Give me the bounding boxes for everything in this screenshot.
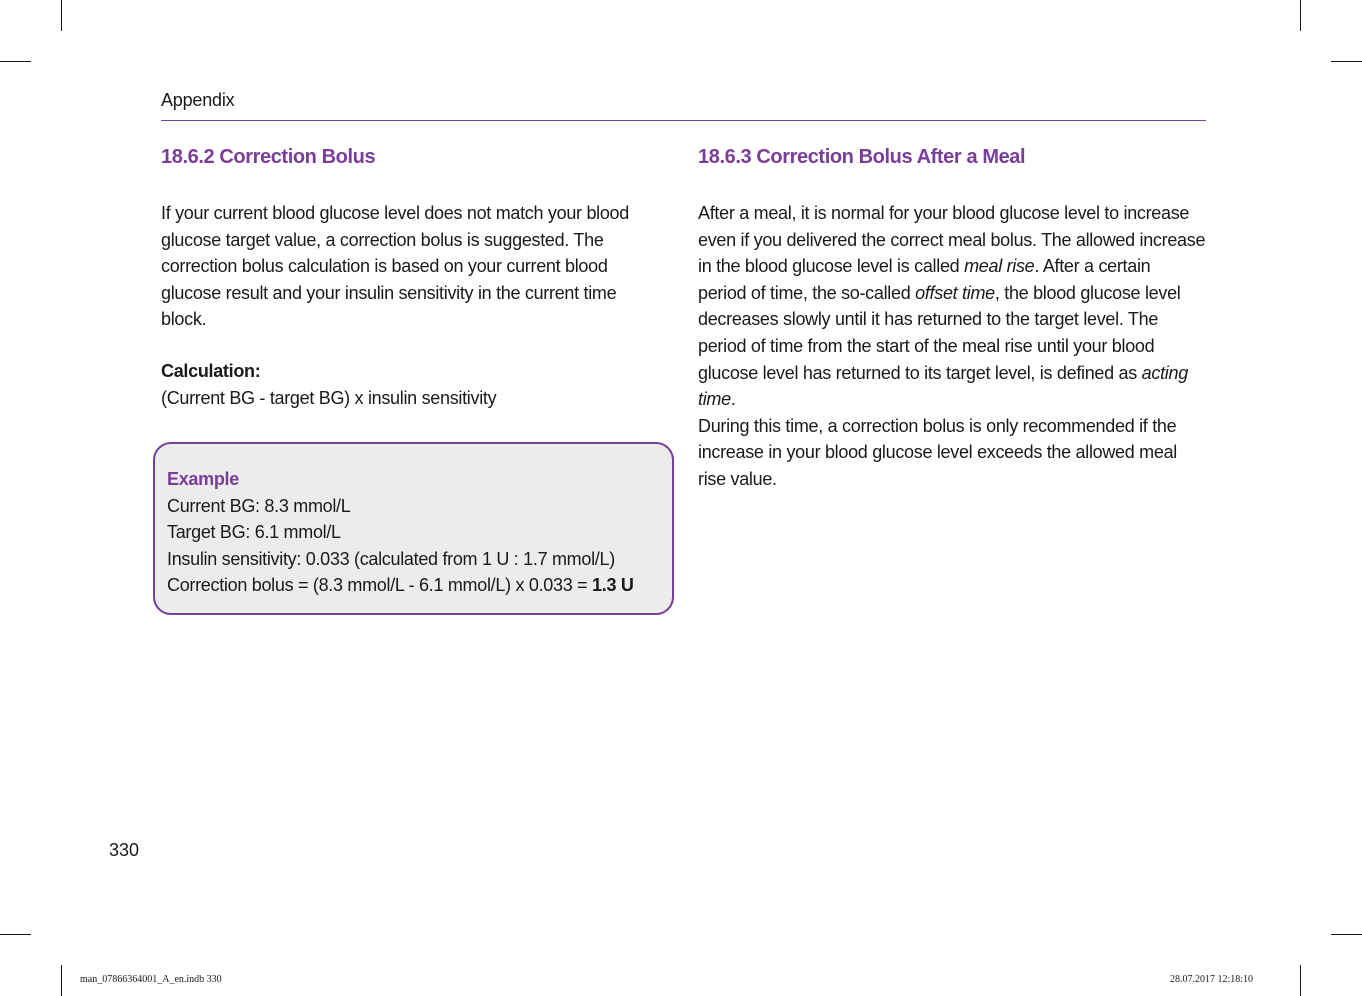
text-run: glucose level has returned to its target level, is defined as	[698, 362, 1142, 383]
term-acting: acting	[1141, 362, 1188, 383]
correction-bolus-paragraph	[161, 200, 661, 333]
paragraph-line: rise value.	[698, 468, 777, 489]
term-time: time	[698, 389, 731, 410]
header-divider	[161, 120, 1206, 121]
crop-mark-bottom-left-horizontal	[0, 934, 31, 935]
text-run: , the blood glucose level	[994, 282, 1181, 303]
section-title-correction-bolus-after-meal: 18.6.3 Correction Bolus After a Meal	[698, 146, 1026, 168]
paragraph-line	[698, 386, 1218, 413]
print-slug-datetime: 28.07.2017 12:18:10	[1170, 974, 1254, 985]
paragraph-line: During this time, a correction bolus is only recommended if the	[698, 415, 1177, 436]
paragraph-line	[698, 280, 1218, 307]
paragraph-line: glucose target value, a correction bolus is suggested. The	[161, 229, 604, 250]
calculation-label: Calculation:	[161, 361, 261, 381]
example-target-bg: Target BG: 6.1 mmol/L	[167, 522, 341, 543]
example-correction-result: 1.3 U	[592, 575, 634, 596]
crop-mark-top-right-vertical	[1300, 0, 1301, 31]
crop-mark-bottom-right-vertical	[1300, 965, 1301, 996]
term-meal-rise: meal rise	[964, 256, 1035, 277]
print-slug-filename: man_07866364001_A_en.indb 330	[80, 974, 222, 985]
paragraph-line: If your current blood glucose level does not match your blood	[161, 203, 629, 223]
example-insulin-sensitivity: Insulin sensitivity: 0.033 (calculated from 1 U : 1.7 mmol/L)	[167, 548, 615, 569]
example-current-bg: Current BG: 8.3 mmol/L	[167, 495, 351, 516]
example-title: Example	[167, 469, 239, 489]
after-meal-paragraph	[698, 200, 1218, 493]
paragraph-line: even if you delivered the correct meal bolus. The allowed increase	[698, 229, 1206, 250]
example-correction-line	[167, 572, 634, 599]
section-title-correction-bolus: 18.6.2 Correction Bolus	[161, 146, 376, 168]
paragraph-line: increase in your blood glucose level exceeds the allowed meal	[698, 442, 1177, 463]
text-run: .	[730, 389, 736, 410]
paragraph-line: After a meal, it is normal for your blood glucose level to increase	[698, 203, 1190, 223]
example-correction-formula: Correction bolus = (8.3 mmol/L - 6.1 mmol/L) x 0.033 =	[167, 575, 593, 596]
crop-mark-top-left-horizontal	[0, 61, 31, 62]
paragraph-line	[698, 360, 1218, 387]
crop-mark-bottom-right-horizontal	[1331, 934, 1362, 935]
running-header: Appendix	[161, 90, 235, 110]
crop-mark-bottom-left-vertical	[61, 965, 62, 996]
example-content	[167, 466, 634, 599]
calculation-block	[161, 358, 661, 411]
text-run: period of time, the so-called	[698, 282, 916, 303]
text-run: . After a certain	[1034, 256, 1151, 277]
paragraph-line	[698, 253, 1218, 280]
paragraph-line: correction bolus calculation is based on your current blood	[161, 256, 608, 277]
crop-mark-top-right-horizontal	[1331, 61, 1362, 62]
paragraph-line: block.	[161, 309, 207, 330]
example-box	[153, 442, 674, 615]
paragraph-line: glucose result and your insulin sensitivity in the current time	[161, 282, 617, 303]
crop-mark-top-left-vertical	[61, 0, 62, 31]
term-offset-time: offset time	[915, 282, 995, 303]
paragraph-line: decreases slowly until it has returned to the target level. The	[698, 309, 1159, 330]
text-run: in the blood glucose level is called	[698, 256, 965, 277]
page-number: 330	[109, 840, 140, 860]
calculation-formula: (Current BG - target BG) x insulin sensitivity	[161, 387, 497, 408]
paragraph-line: period of time from the start of the meal rise until your blood	[698, 335, 1155, 356]
